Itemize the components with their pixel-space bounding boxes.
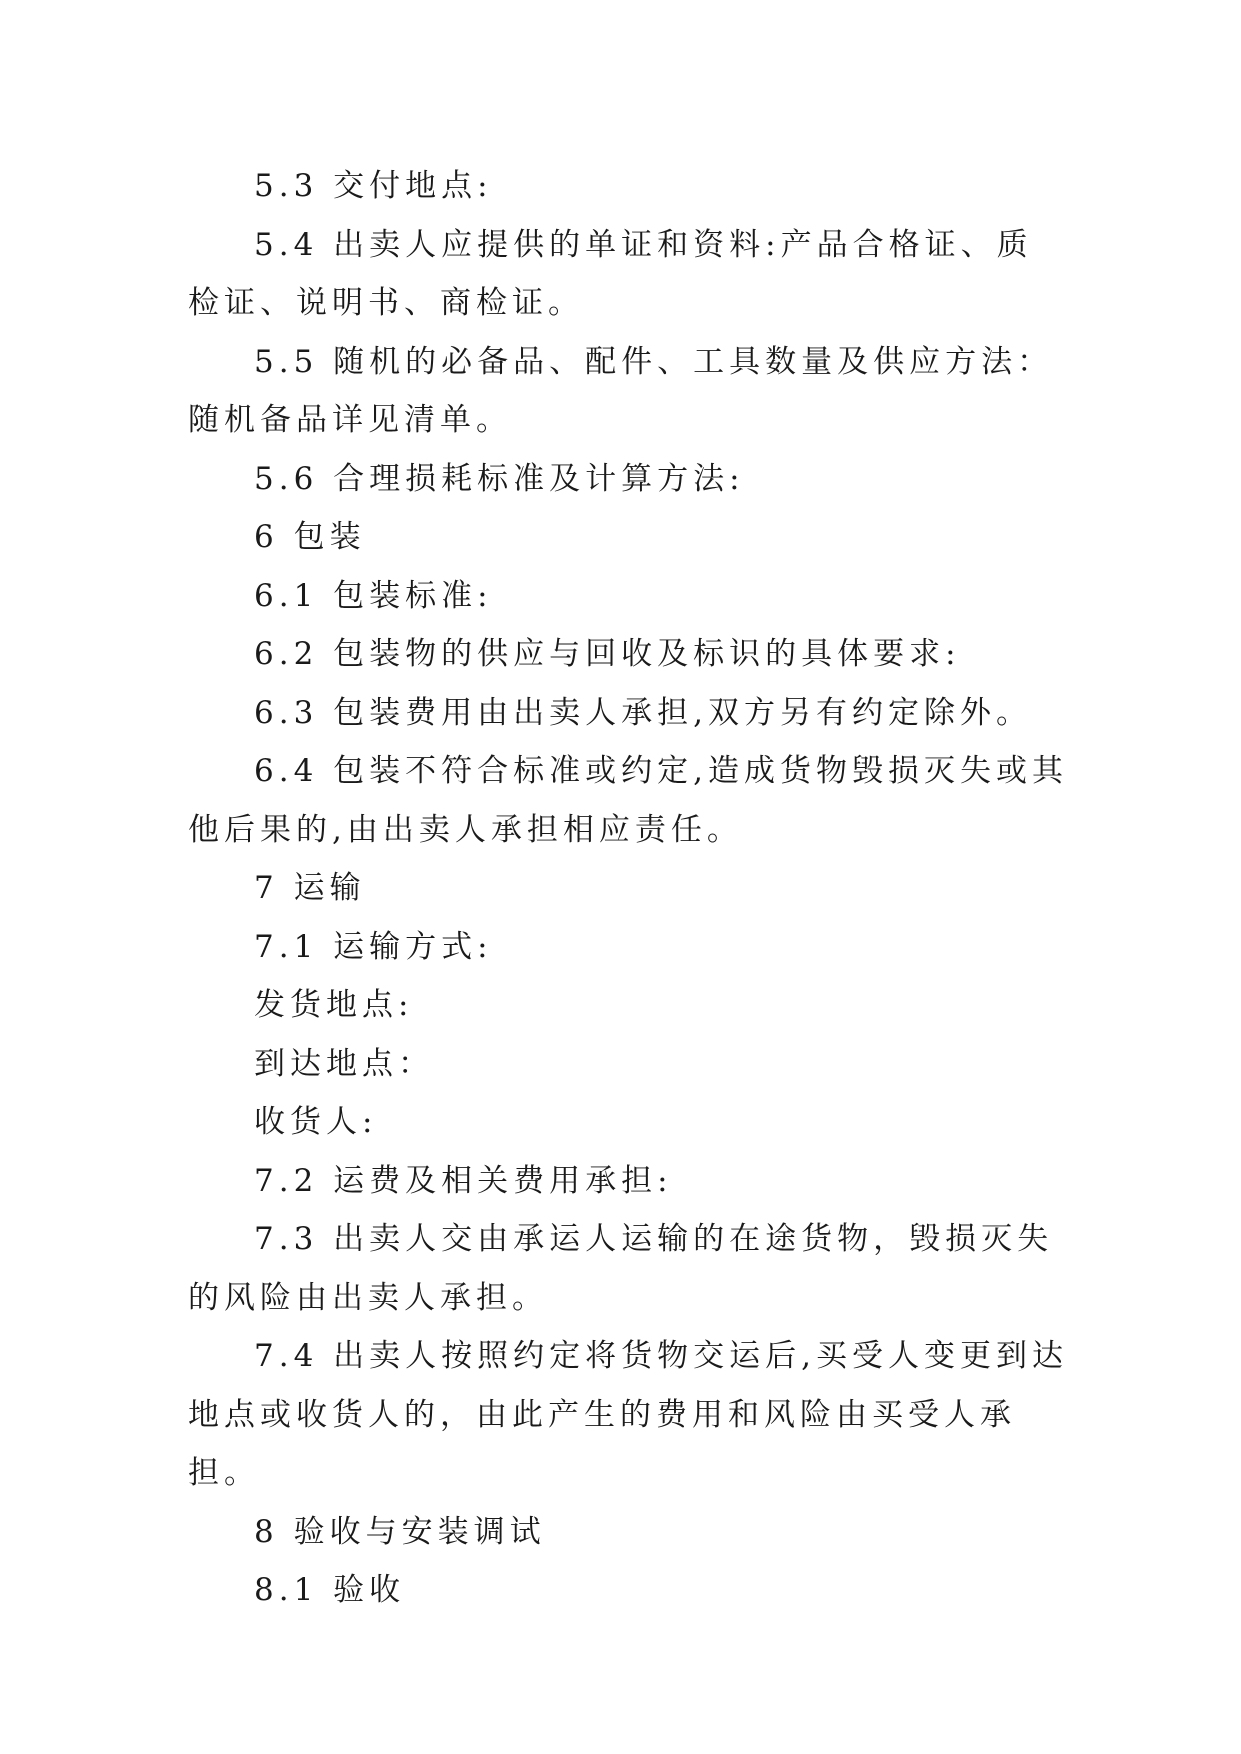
paragraph-5-4: 5.4 出卖人应提供的单证和资料:产品合格证、质检证、说明书、商检证。 [188, 226, 1033, 321]
document-body [188, 157, 1068, 1620]
paragraph-6-4: 6.4 包装不符合标准或约定,造成货物毁损灭失或其他后果的,由出卖人承担相应责任。 [188, 753, 1069, 848]
paragraph-7-2: 7.2 运费及相关费用承担: [254, 1162, 673, 1199]
paragraph-5-3: 5.3 交付地点: [254, 168, 493, 204]
paragraph-5-5: 5.5 随机的必备品、配件、工具数量及供应方法：随机备品详见清单。 [188, 343, 1054, 438]
paragraph-6-2: 6.2 包装物的供应与回收及标识的具体要求: [254, 636, 961, 672]
paragraph-6-3: 6.3 包装费用由出卖人承担,双方另有约定除外。 [254, 694, 1033, 731]
section-heading-6: 6 包装 [254, 519, 366, 555]
consignee-line: 收货人: [254, 1104, 378, 1140]
paragraph-7-1: 7.1 运输方式: [254, 928, 493, 965]
shipping-origin-line: 发货地点: [254, 987, 414, 1023]
section-heading-8: 8 验收与安装调试 [254, 1513, 546, 1550]
section-heading-7: 7 运输 [254, 870, 366, 906]
paragraph-8-1: 8.1 验收 [254, 1572, 406, 1608]
paragraph-7-4: 7.4 出卖人按照约定将货物交运后,买受人变更到达地点或收货人的，由此产生的费用和风险由买受人承担。 [188, 1338, 1069, 1491]
paragraph-7-3: 7.3 出卖人交由承运人运输的在途货物，毁损灭失的风险由出卖人承担。 [188, 1221, 1054, 1316]
paragraph-6-1: 6.1 包装标准: [254, 577, 493, 614]
paragraph-5-6: 5.6 合理损耗标准及计算方法: [254, 460, 745, 497]
shipping-destination-line: 到达地点： [254, 1045, 434, 1082]
